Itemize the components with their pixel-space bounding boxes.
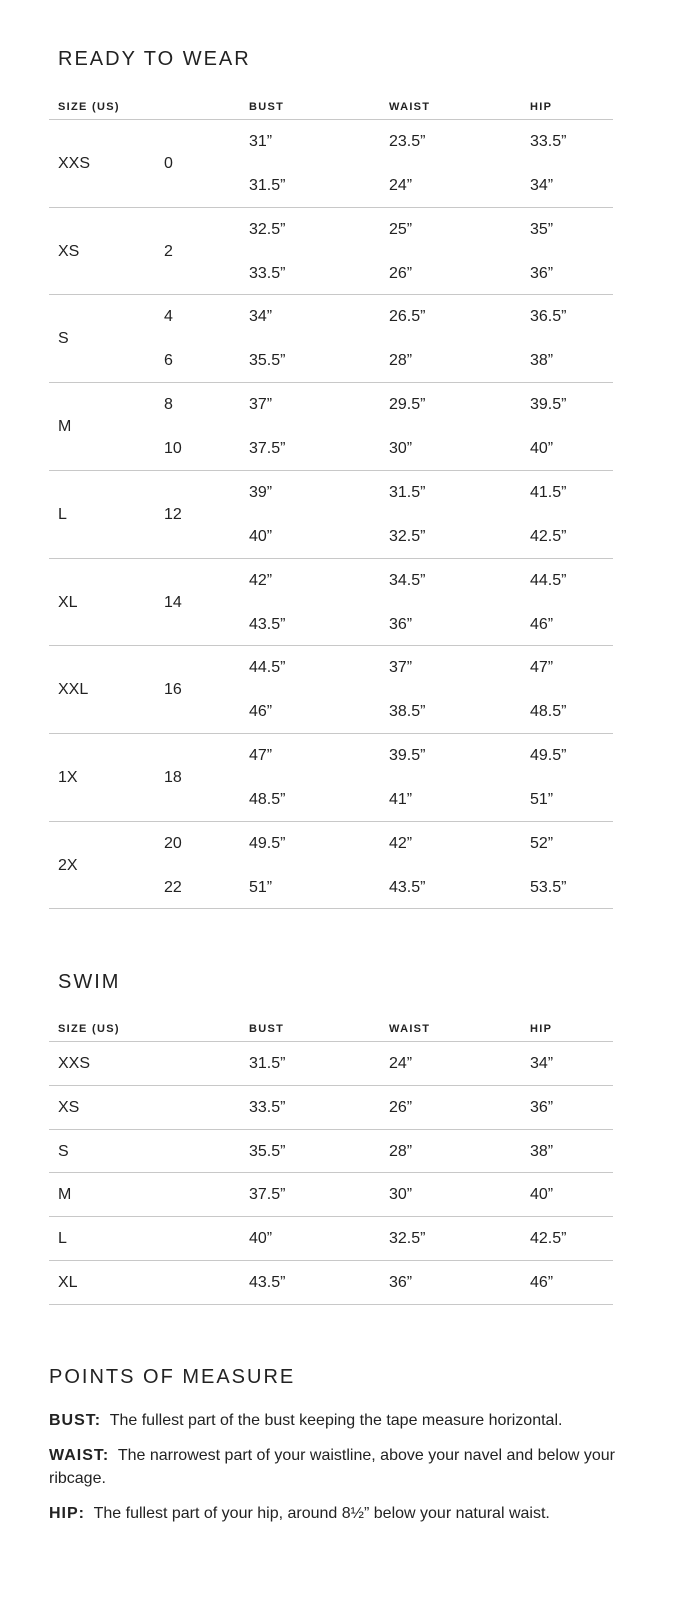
bust-value: 46”	[249, 703, 273, 721]
pom-waist-label: WAIST:	[49, 1447, 110, 1464]
rtw-header-hip: HIP	[530, 101, 553, 113]
bust-value: 35.5”	[249, 352, 286, 370]
row-divider	[49, 645, 613, 646]
waist-value: 26”	[389, 264, 413, 282]
waist-value: 39.5”	[389, 746, 426, 764]
rtw-header-waist: WAIST	[389, 101, 431, 113]
hip-value: 46”	[530, 1274, 554, 1291]
bust-value: 31.5”	[249, 177, 286, 194]
bust-value: 44.5”	[249, 659, 286, 677]
pom-hip-label: HIP:	[49, 1505, 85, 1522]
bust-value: 43.5”	[249, 1274, 286, 1291]
waist-value: 42”	[389, 834, 413, 852]
row-divider	[49, 1304, 613, 1305]
pom-bust	[49, 1409, 629, 1432]
bust-value: 37”	[249, 396, 273, 414]
row-divider	[49, 908, 613, 909]
hip-value: 36”	[530, 1098, 554, 1116]
waist-value: 23.5”	[389, 133, 426, 150]
hip-value: 51”	[530, 790, 554, 808]
waist-value: 43.5”	[389, 878, 426, 896]
rtw-header-size: SIZE (US)	[58, 101, 120, 113]
row-divider	[49, 1260, 613, 1261]
waist-value: 29.5”	[389, 396, 426, 414]
bust-value: 51”	[249, 878, 273, 896]
waist-value: 30”	[389, 1186, 413, 1204]
row-divider	[49, 294, 613, 295]
size-number: 18	[164, 768, 182, 786]
size-label: L	[58, 505, 67, 523]
swim-header-rule	[49, 1041, 613, 1042]
bust-value: 39”	[249, 483, 273, 501]
size-number: 10	[164, 440, 182, 458]
waist-value: 31.5”	[389, 483, 426, 501]
pom-waist	[49, 1444, 629, 1490]
waist-value: 28”	[389, 352, 413, 370]
hip-value: 35”	[530, 220, 554, 238]
hip-value: 46”	[530, 615, 554, 633]
hip-value: 52”	[530, 834, 554, 852]
bust-value: 37.5”	[249, 440, 286, 458]
waist-value: 36”	[389, 615, 413, 633]
swim-title: SWIM	[58, 971, 121, 993]
size-label: M	[58, 418, 72, 436]
size-number: 22	[164, 878, 182, 896]
waist-value: 24”	[389, 177, 413, 194]
waist-value: 24”	[389, 1055, 413, 1072]
pom-bust-label: BUST:	[49, 1412, 102, 1429]
bust-value: 42”	[249, 571, 273, 589]
bust-value: 31”	[249, 133, 273, 150]
hip-value: 36.5”	[530, 308, 567, 326]
pom-hip	[49, 1502, 629, 1525]
bust-value: 33.5”	[249, 1098, 286, 1116]
hip-value: 33.5”	[530, 133, 567, 150]
row-divider	[49, 1085, 613, 1086]
bust-value: 48.5”	[249, 790, 286, 808]
waist-value: 28”	[389, 1142, 413, 1160]
waist-value: 32.5”	[389, 1230, 426, 1248]
row-divider	[49, 1216, 613, 1217]
rtw-header-rule	[49, 119, 613, 120]
hip-value: 53.5”	[530, 878, 567, 896]
row-divider	[49, 470, 613, 471]
hip-value: 36”	[530, 264, 554, 282]
size-label: 1X	[58, 768, 78, 786]
size-number: 4	[164, 308, 173, 326]
size-number: 20	[164, 834, 182, 852]
hip-value: 38”	[530, 1142, 554, 1160]
hip-value: 44.5”	[530, 571, 567, 589]
hip-value: 34”	[530, 1055, 554, 1072]
waist-value: 37”	[389, 659, 413, 677]
size-number: 6	[164, 352, 173, 370]
hip-value: 40”	[530, 1186, 554, 1204]
row-divider	[49, 382, 613, 383]
size-number: 8	[164, 396, 173, 414]
size-label: M	[58, 1186, 72, 1204]
size-label: XXS	[58, 1055, 91, 1072]
bust-value: 34”	[249, 308, 273, 326]
row-divider	[49, 1172, 613, 1173]
size-label: XL	[58, 1274, 78, 1291]
pom-waist-text: The narrowest part of your waistline, above your navel and below your ribcage.	[49, 1447, 615, 1487]
bust-value: 35.5”	[249, 1142, 286, 1160]
size-label: L	[58, 1230, 67, 1248]
row-divider	[49, 733, 613, 734]
size-number: 16	[164, 681, 182, 699]
size-number: 0	[164, 155, 173, 172]
hip-value: 49.5”	[530, 746, 567, 764]
waist-value: 32.5”	[389, 527, 426, 545]
size-label: XS	[58, 1098, 80, 1116]
size-label: S	[58, 330, 69, 348]
bust-value: 40”	[249, 1230, 273, 1248]
hip-value: 47”	[530, 659, 554, 677]
size-number: 14	[164, 593, 182, 611]
waist-value: 26”	[389, 1098, 413, 1116]
size-label: XXL	[58, 681, 89, 699]
hip-value: 41.5”	[530, 483, 567, 501]
waist-value: 26.5”	[389, 308, 426, 326]
bust-value: 32.5”	[249, 220, 286, 238]
swim-header-waist: WAIST	[389, 1023, 431, 1035]
hip-value: 34”	[530, 177, 554, 194]
row-divider	[49, 207, 613, 208]
waist-value: 36”	[389, 1274, 413, 1291]
hip-value: 38”	[530, 352, 554, 370]
swim-header-size: SIZE (US)	[58, 1023, 120, 1035]
rtw-header-bust: BUST	[249, 101, 285, 113]
size-number: 12	[164, 505, 182, 523]
row-divider	[49, 821, 613, 822]
row-divider	[49, 1129, 613, 1130]
hip-value: 40”	[530, 440, 554, 458]
waist-value: 41”	[389, 790, 413, 808]
size-label: S	[58, 1142, 69, 1160]
bust-value: 37.5”	[249, 1186, 286, 1204]
row-divider	[49, 558, 613, 559]
pom-bust-text: The fullest part of the bust keeping the tape measure horizontal.	[109, 1412, 563, 1429]
hip-value: 39.5”	[530, 396, 567, 414]
size-label: XS	[58, 242, 80, 260]
size-number: 2	[164, 242, 173, 260]
swim-header-bust: BUST	[249, 1023, 285, 1035]
hip-value: 42.5”	[530, 1230, 567, 1248]
size-label: 2X	[58, 856, 78, 874]
pom-hip-text: The fullest part of your hip, around 8½” below your natural waist.	[93, 1505, 550, 1522]
waist-value: 34.5”	[389, 571, 426, 589]
bust-value: 40”	[249, 527, 273, 545]
bust-value: 43.5”	[249, 615, 286, 633]
bust-value: 33.5”	[249, 264, 286, 282]
waist-value: 38.5”	[389, 703, 426, 721]
bust-value: 49.5”	[249, 834, 286, 852]
swim-header-hip: HIP	[530, 1023, 553, 1035]
size-label: XL	[58, 593, 78, 611]
hip-value: 48.5”	[530, 703, 567, 721]
points-of-measure-title: POINTS OF MEASURE	[49, 1366, 296, 1388]
hip-value: 42.5”	[530, 527, 567, 545]
waist-value: 30”	[389, 440, 413, 458]
bust-value: 47”	[249, 746, 273, 764]
ready-to-wear-title: READY TO WEAR	[58, 48, 251, 70]
size-label: XXS	[58, 155, 91, 172]
waist-value: 25”	[389, 220, 413, 238]
bust-value: 31.5”	[249, 1055, 286, 1072]
